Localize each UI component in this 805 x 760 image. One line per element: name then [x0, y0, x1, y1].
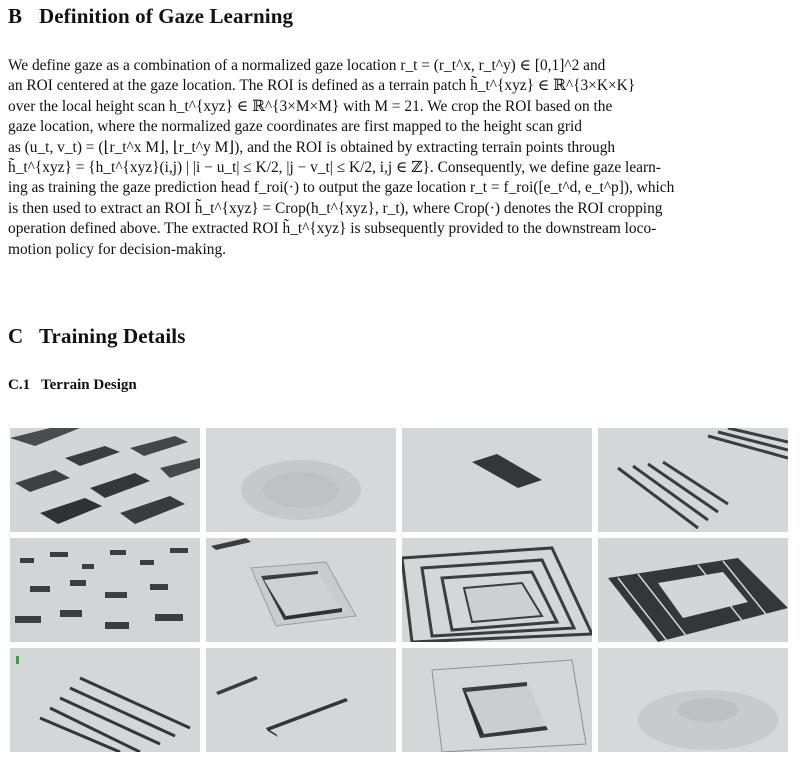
terrain-figure-grid [10, 428, 798, 754]
terrain-tile-v-edges [206, 648, 396, 752]
section-b-line-2: an ROI centered at the gaze location. The ROI is defined as a terrain patch h̃_t^{xyz} ∈ ℝ^{3×K×K} [8, 77, 636, 95]
section-b-line-7: ing as training the gaze prediction head f_roi(·) to output the gaze location r_t = f_roi([e_t^d, e_t^p]), which [8, 179, 675, 197]
terrain-tile-single-step [402, 428, 592, 532]
section-c1-number: C.1 [8, 377, 31, 393]
section-b-title: Definition of Gaze Learning [39, 4, 294, 28]
terrain-tile-square-pit-2 [402, 648, 592, 752]
terrain-tile-pit [206, 428, 396, 532]
section-c1-title: Terrain Design [41, 377, 137, 393]
terrain-tile-random-blocks [10, 428, 200, 532]
terrain-tile-square-pit [206, 538, 396, 642]
section-b-line-9: operation defined above. The extracted ROI h̃_t^{xyz} is subsequently provided to the downstream loco- [8, 220, 657, 238]
section-b-line-3: over the local height scan h_t^{xyz} ∈ ℝ^{3×M×M} with M = 21. We crop the ROI based on the [8, 97, 613, 115]
section-b-line-6: h̃_t^{xyz} = {h_t^{xyz}(i,j) | |i − u_t| ≤ K/2, |j − v_t| ≤ K/2, i,j ∈ ℤ}. Consequently, we define gaze learn- [8, 159, 661, 177]
section-b-paragraph [8, 56, 798, 260]
section-b-line-5: as (u_t, v_t) = (⌊r_t^x M⌋, ⌊r_t^y M⌋), and the ROI is obtained by extracting terrain points through [8, 138, 616, 156]
section-c-heading [8, 324, 185, 349]
section-b-line-10: motion policy for decision-making. [8, 240, 226, 258]
terrain-tile-nested-rings [402, 538, 592, 642]
section-b-heading [8, 4, 293, 29]
terrain-tile-scattered-blocks [10, 538, 200, 642]
terrain-tile-stairs-corner [10, 648, 200, 752]
terrain-tile-pillar-ring [598, 538, 788, 642]
section-b-line-1: We define gaze as a combination of a normalized gaze location r_t = (r_t^x, r_t^y) ∈ [0,1]^2 and [8, 57, 606, 74]
section-b-line-8: is then used to extract an ROI h̃_t^{xyz} = Crop(h_t^{xyz}, r_t), where Crop(·) denotes the ROI cropping [8, 199, 663, 217]
section-c-number: C [8, 324, 24, 348]
section-b-line-4: gaze location, where the normalized gaze coordinates are first mapped to the height scan grid [8, 118, 582, 136]
section-b-number: B [8, 4, 23, 28]
section-c-title: Training Details [39, 324, 186, 348]
terrain-tile-hill [598, 648, 788, 752]
section-c1-heading [8, 377, 137, 394]
terrain-tile-stairs-pyramid [598, 428, 788, 532]
